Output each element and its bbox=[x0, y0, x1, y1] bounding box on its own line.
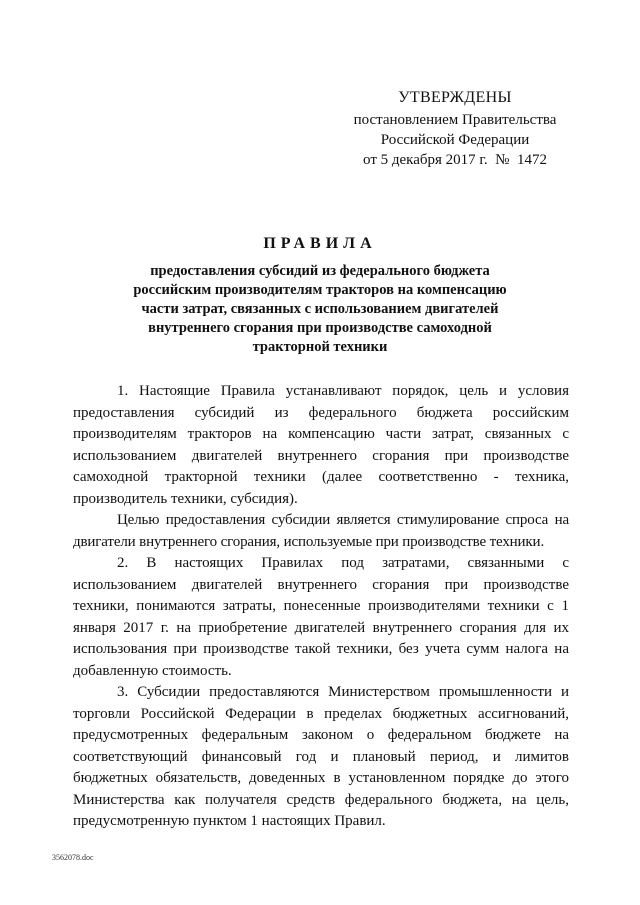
approval-line-2: Российской Федерации bbox=[380, 132, 530, 148]
footer-file-name: 3562078.doc bbox=[52, 853, 94, 862]
approval-block bbox=[340, 88, 570, 170]
subtitle-line: российским производителям тракторов на компенсацию bbox=[133, 282, 507, 298]
paragraph-1: 1. Настоящие Правила устанавливают порядок, цель и условия предоставления субсидий из федерального бюджета российским производителям тракторов на компенсацию части затрат, связанных с использованием двигателей внутреннего сгорания при производстве самоходной тракторной техники (далее соответственно - техника, производитель техники, субсидия). bbox=[73, 383, 569, 507]
subtitle-line: части затрат, связанных с использованием двигателей bbox=[141, 301, 499, 317]
subtitle-line: тракторной техники bbox=[252, 339, 388, 355]
paragraph-2: 2. В настоящих Правилах под затратами, связанными с использованием двигателей внутреннего сгорания при производстве техники, понимаются затраты, понесенные производителями техники с 1 января 2017 г. на приобретение двигателей внутреннего сгорания для их использования при производстве такой техники, без учета сумм налога на добавленную стоимость. bbox=[73, 555, 569, 679]
paragraph-3: 3. Субсидии предоставляются Министерством промышленности и торговли Российской Федерации в пределах бюджетных ассигнований, предусмотренных федеральным законом о федеральном бюджете на соответствующий финансовый год и плановый период, и лимитов бюджетных обязательств, доведенных в установленном порядке до этого Министерства как получателя средств федерального бюджета, на цель, предусмотренную пунктом 1 настоящих Правил. bbox=[73, 684, 569, 829]
approval-date-line: от 5 декабря 2017 г. № 1472 bbox=[363, 152, 547, 168]
subtitle-line: предоставления субсидий из федерального бюджета bbox=[150, 263, 490, 279]
document-subtitle bbox=[100, 262, 540, 357]
subtitle-line: внутреннего сгорания при производстве самоходной bbox=[148, 320, 492, 336]
document-title: ПРАВИЛА bbox=[263, 235, 377, 252]
document-body bbox=[73, 381, 569, 833]
approval-line-1: постановлением Правительства bbox=[353, 112, 557, 128]
approval-title: УТВЕРЖДЕНЫ bbox=[398, 89, 512, 106]
paragraph-goal: Целью предоставления субсидии является стимулирование спроса на двигатели внутреннего сгорания, используемые при производстве техники. bbox=[73, 512, 569, 550]
